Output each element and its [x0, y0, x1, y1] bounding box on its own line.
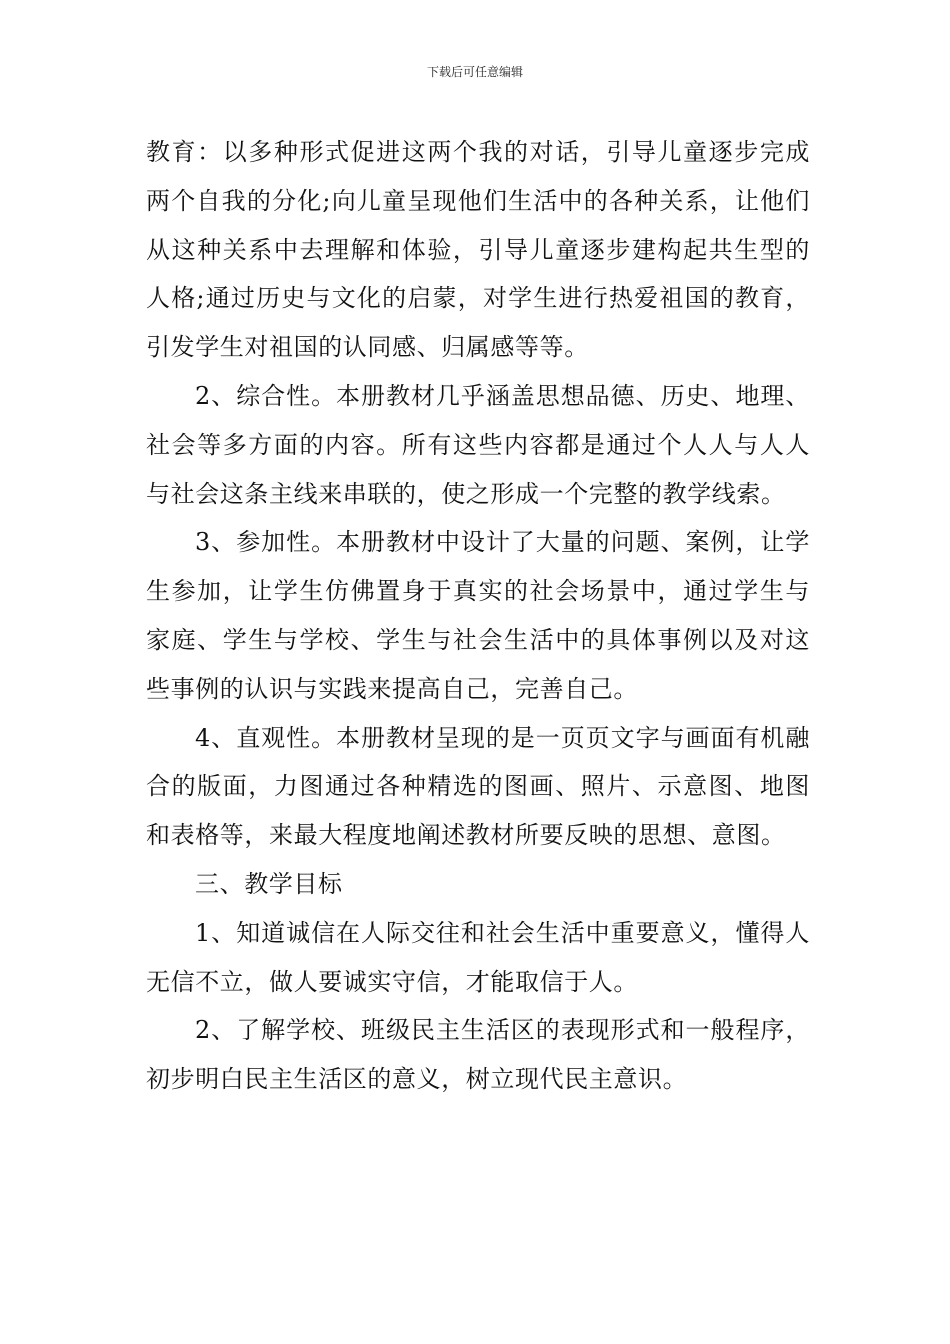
paragraph-participation: 3、参加性。本册教材中设计了大量的问题、案例，让学生参加，让学生仿佛置身于真实的社会场景中，通过学生与家庭、学生与学校、学生与社会生活中的具体事例以及对这些事例的认识与实践来提高自己，完善自己。	[146, 528, 810, 703]
paragraph-goal-1: 1、知道诚信在人际交往和社会生活中重要意义，懂得人无信不立，做人要诚实守信，才能取信于人。	[146, 918, 810, 996]
document-body	[146, 128, 810, 1104]
section-heading-teaching-goals: 三、教学目标	[195, 869, 343, 898]
page-header: 下载后可任意编辑	[426, 65, 523, 79]
paragraph-intuitiveness: 4、直观性。本册教材呈现的是一页页文字与画面有机融合的版面，力图通过各种精选的图画、照片、示意图、地图和表格等，来最大程度地阐述教材所要反映的思想、意图。	[146, 723, 810, 850]
paragraph-goal-2: 2、了解学校、班级民主生活区的表现形式和一般程序，初步明白民主生活区的意义，树立现代民主意识。	[146, 1016, 810, 1094]
paragraph-comprehensiveness: 2、综合性。本册教材几乎涵盖思想品德、历史、地理、社会等多方面的内容。所有这些内容都是通过个人人与人人与社会这条主线来串联的，使之形成一个完整的教学线索。	[146, 381, 810, 508]
paragraph-continuation: 教育：以多种形式促进这两个我的对话，引导儿童逐步完成两个自我的分化;向儿童呈现他们生活中的各种关系，让他们从这种关系中去理解和体验，引导儿童逐步建构起共生型的人格;通过历史与文化的启蒙，对学生进行热爱祖国的教育，引发学生对祖国的认同感、归属感等等。	[146, 138, 810, 362]
